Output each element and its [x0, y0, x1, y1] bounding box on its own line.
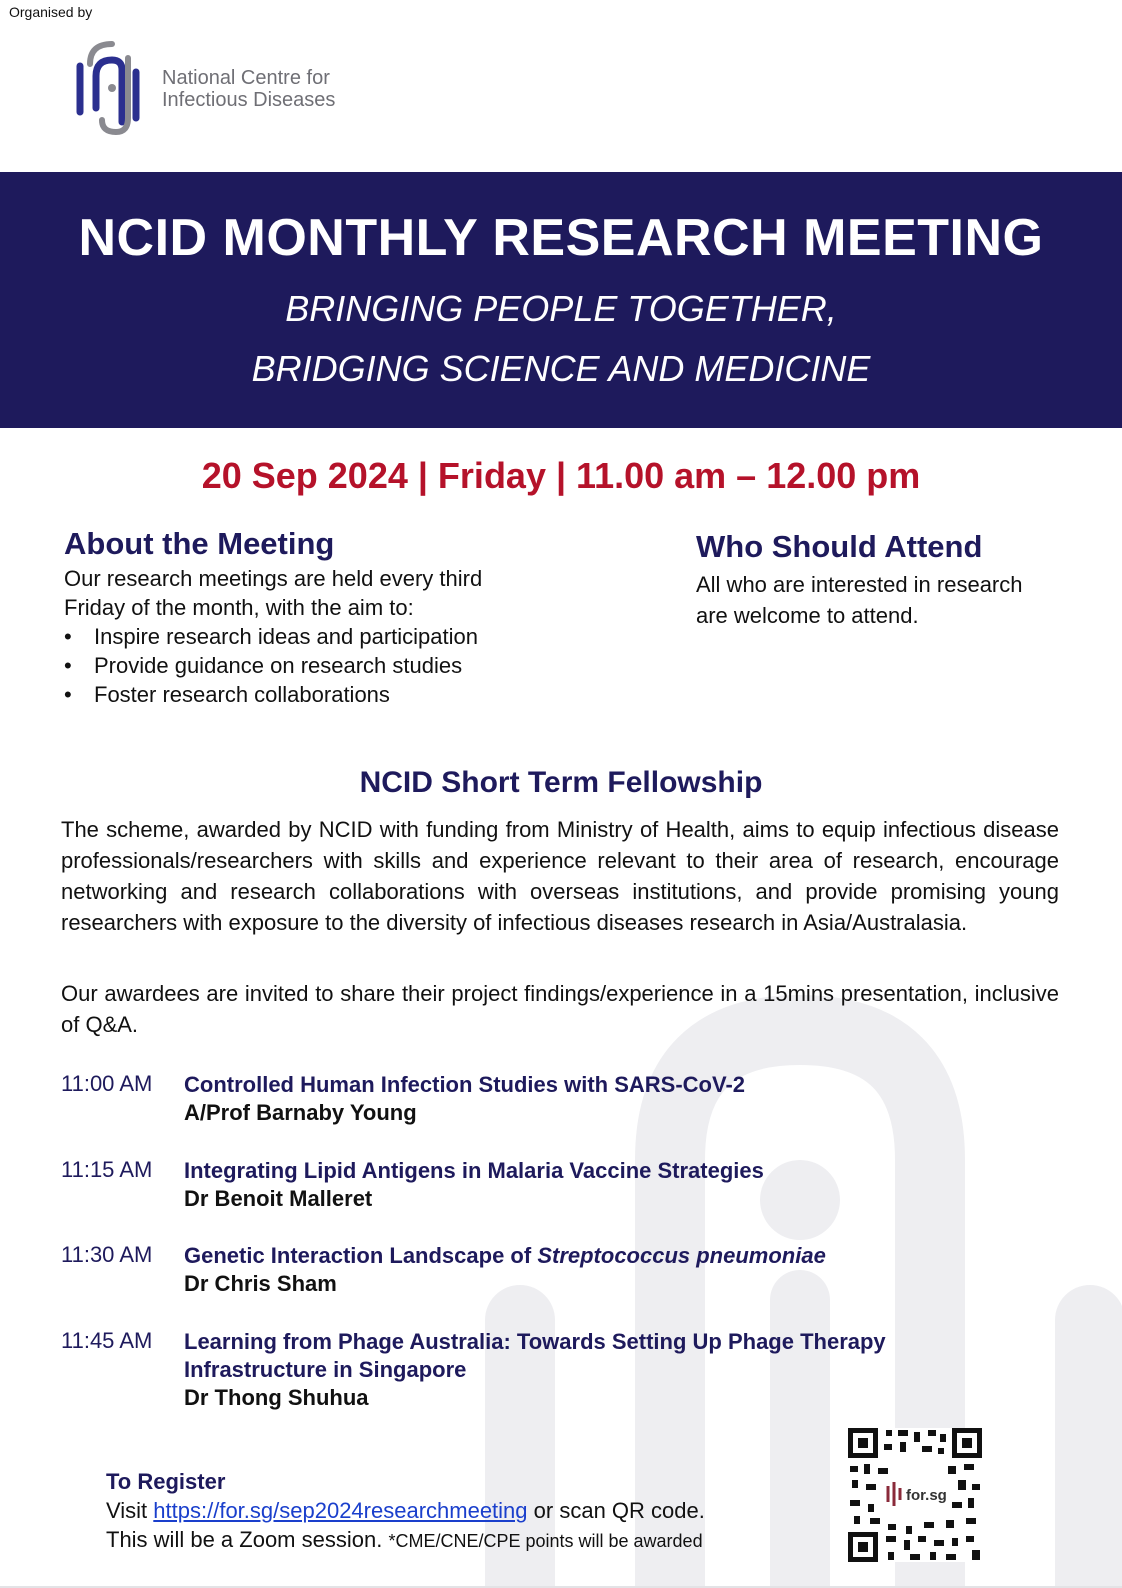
- who-heading: Who Should Attend: [696, 529, 983, 564]
- organised-by-label: Organised by: [9, 4, 93, 20]
- tagline-line1: BRINGING PEOPLE TOGETHER,: [285, 288, 837, 329]
- fellowship-paragraph-1: The scheme, awarded by NCID with funding from Ministry of Health, aims to equip infectious disease professionals/researchers with skills and experience relevant to their area of research, encourage networking and research collaborations with overseas institutions, and provide promising young researchers with exposure to the diversity of infectious diseases research in Asia/Australasia.: [61, 817, 1059, 935]
- aim-text: Inspire research ideas and participation: [94, 624, 479, 649]
- list-item: [64, 680, 624, 709]
- about-heading: About the Meeting: [64, 526, 335, 561]
- points-note: *CME/CNE/CPE points will be awarded: [388, 1531, 703, 1551]
- talk-title: Controlled Human Infection Studies with SARS-CoV-2: [184, 1072, 746, 1097]
- talk-time: 11:30 AM: [61, 1242, 153, 1267]
- about-section: [64, 526, 624, 709]
- register-heading: To Register: [106, 1469, 226, 1494]
- talk-time: 11:00 AM: [61, 1071, 153, 1096]
- talk-title-line2: Infrastructure in Singapore: [184, 1357, 467, 1382]
- talk-title-species: Streptococcus pneumoniae: [537, 1243, 826, 1268]
- talk-title-line1: Learning from Phage Australia: Towards Setting Up Phage Therapy: [184, 1329, 886, 1354]
- bullet-icon: •: [64, 682, 72, 707]
- visit-label: Visit: [106, 1498, 148, 1523]
- who-section: [696, 529, 1096, 631]
- bullet-icon: •: [64, 653, 72, 678]
- meeting-title: NCID MONTHLY RESEARCH MEETING: [78, 209, 1044, 267]
- register-line: [106, 1496, 826, 1525]
- talk-details: [184, 1328, 1034, 1412]
- who-body: [696, 569, 1096, 631]
- talk-speaker: Dr Chris Sham: [184, 1271, 337, 1296]
- org-name-line2: Infectious Diseases: [162, 89, 336, 111]
- fellowship-paragraph-2: Our awardees are invited to share their project findings/experience in a 15mins presentation, inclusive of Q&A.: [61, 981, 1059, 1037]
- talk-speaker: A/Prof Barnaby Young: [184, 1100, 417, 1125]
- org-name: [162, 67, 335, 111]
- qr-label: for.sg: [906, 1487, 947, 1504]
- about-body: [64, 564, 624, 709]
- zoom-note: This will be a Zoom session.: [106, 1527, 383, 1552]
- org-name-line1: National Centre for: [162, 67, 330, 89]
- event-dateline: 20 Sep 2024 | Friday | 11.00 am – 12.00 pm: [201, 455, 921, 496]
- title-banner: [0, 172, 1122, 428]
- talk-title-prefix: Genetic Interaction Landscape of: [184, 1243, 538, 1268]
- aim-text: Provide guidance on research studies: [94, 653, 463, 678]
- who-body-line1: All who are interested in research: [696, 572, 1023, 597]
- registration-qr-code[interactable]: [848, 1428, 982, 1562]
- talk-speaker: Dr Benoit Malleret: [184, 1186, 373, 1211]
- bullet-icon: •: [64, 624, 72, 649]
- talk-title: Integrating Lipid Antigens in Malaria Vaccine Strategies: [184, 1158, 764, 1183]
- tagline-line2: BRIDGING SCIENCE AND MEDICINE: [251, 348, 871, 389]
- list-item: [64, 622, 624, 651]
- aims-list: [64, 622, 624, 709]
- talk-title: [184, 1242, 1034, 1270]
- aim-text: Foster research collaborations: [94, 682, 390, 707]
- talk-details: [184, 1242, 1034, 1298]
- after-link-text: or scan QR code.: [533, 1498, 705, 1523]
- who-body-line2: are welcome to attend.: [696, 603, 919, 628]
- register-section: [106, 1467, 826, 1556]
- zoom-line: [106, 1525, 826, 1556]
- registration-link[interactable]: https://for.sg/sep2024researchmeeting: [153, 1498, 528, 1523]
- talk-details: [184, 1157, 1034, 1213]
- about-intro-line2: Friday of the month, with the aim to:: [64, 595, 414, 620]
- list-item: [64, 651, 624, 680]
- about-intro-line1: Our research meetings are held every third: [64, 566, 483, 591]
- talk-time: 11:45 AM: [61, 1328, 153, 1353]
- talk-details: [184, 1071, 1034, 1127]
- talk-speaker: Dr Thong Shuhua: [184, 1385, 369, 1410]
- fellowship-heading: NCID Short Term Fellowship: [359, 766, 763, 799]
- talk-time: 11:15 AM: [61, 1157, 153, 1182]
